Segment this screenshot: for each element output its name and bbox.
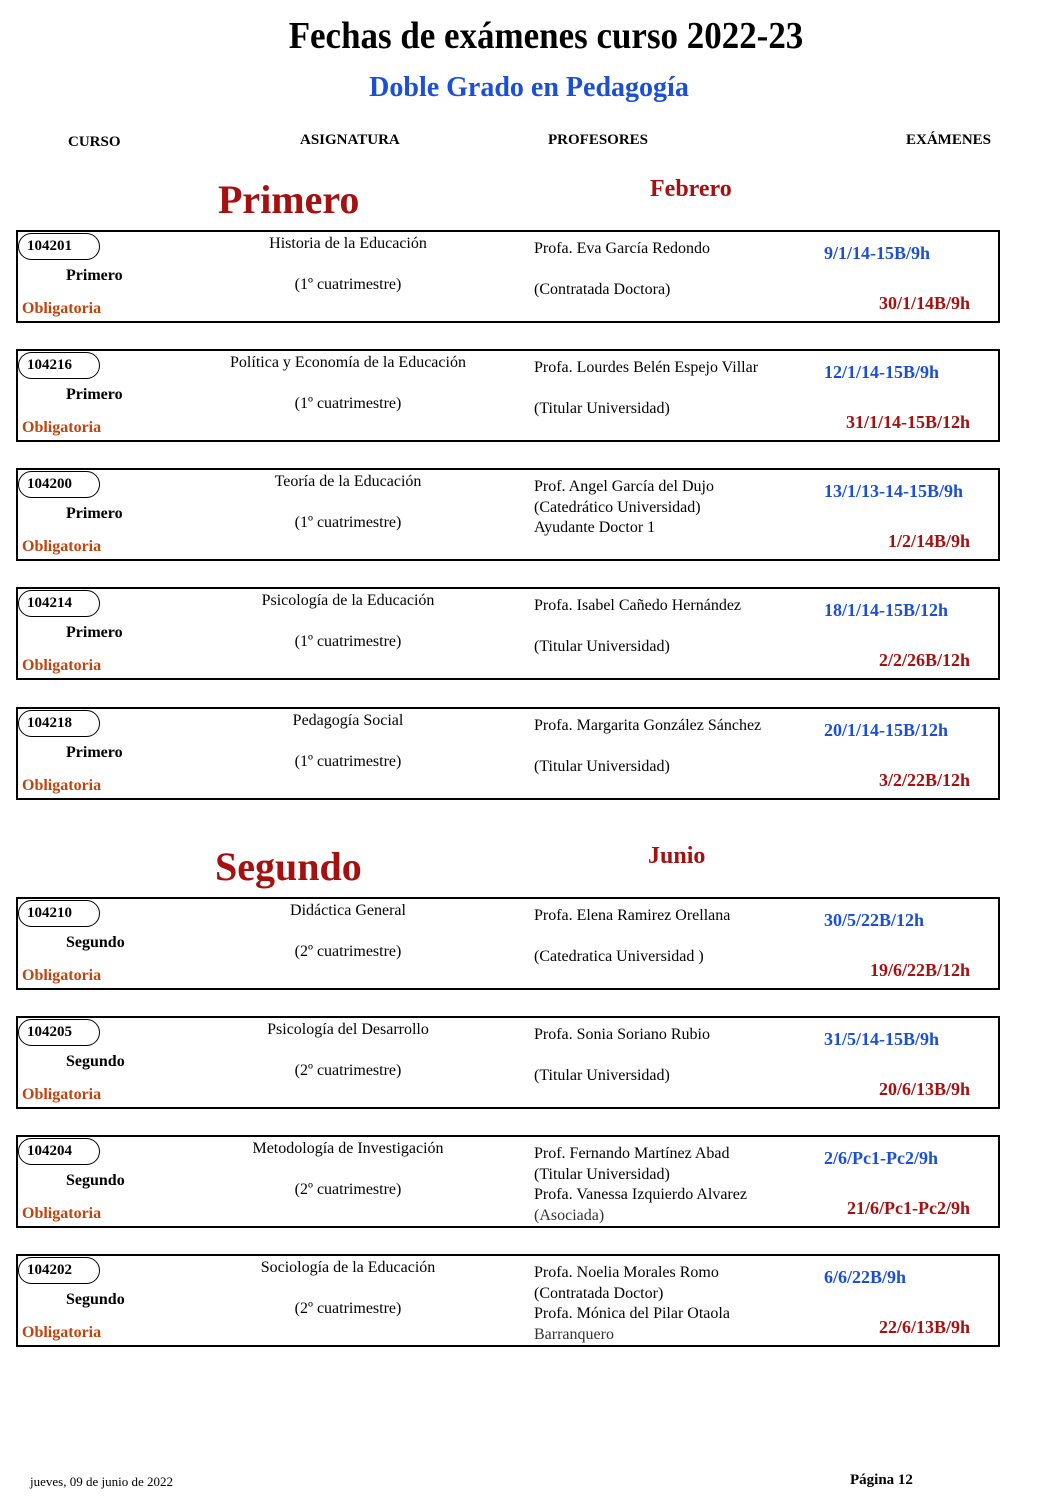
course-subject: Teoría de la Educación: [274, 473, 422, 490]
exam-date-first: 20/1/14-15B/12h: [824, 720, 949, 740]
professor-line: [534, 927, 730, 947]
professor-line: (Titular Universidad): [534, 1165, 670, 1183]
course-term: (2º cuatrimestre): [294, 943, 402, 960]
course-term: (2º cuatrimestre): [294, 1300, 402, 1317]
exam-date-second: 31/1/14-15B/12h: [845, 412, 970, 432]
exam-date-first: 13/1/13-14-15B/9h: [824, 481, 964, 501]
professor-line: (Titular Universidad): [534, 637, 670, 655]
course-professors: [534, 477, 714, 539]
course-type: Obligatoria: [22, 777, 102, 794]
professor-line: Profa. Lourdes Belén Espejo Villar: [534, 359, 759, 376]
course-type: Obligatoria: [22, 1205, 102, 1222]
page-title: Fechas de exámenes curso 2022-23: [288, 15, 804, 57]
course-year: Primero: [66, 624, 123, 641]
professor-line: Profa. Vanessa Izquierdo Alvarez: [534, 1186, 747, 1203]
course-term: (2º cuatrimestre): [294, 1062, 402, 1079]
professor-line: [534, 617, 741, 637]
course-subject: Psicología del Desarrollo: [267, 1021, 429, 1038]
professor-line: (Titular Universidad): [534, 1066, 670, 1084]
course-card: [16, 349, 1000, 442]
exam-date-first: 12/1/14-15B/9h: [824, 362, 940, 382]
exam-date-first: 2/6/Pc1-Pc2/9h: [824, 1148, 938, 1168]
course-year: Segundo: [66, 1053, 125, 1070]
exam-date-second: 21/6/Pc1-Pc2/9h: [847, 1198, 970, 1218]
professor-line: Barranquero: [534, 1325, 614, 1343]
column-header-curso: CURSO: [68, 134, 121, 150]
course-subject: Psicología de la Educación: [261, 592, 435, 609]
course-code: 104214: [18, 590, 100, 617]
professor-line: Prof. Fernando Martínez Abad: [534, 1145, 730, 1162]
exam-date-second: 22/6/13B/9h: [878, 1317, 970, 1337]
course-code: 104204: [18, 1138, 100, 1165]
course-card: [16, 1016, 1000, 1109]
course-subject: Política y Economía de la Educación: [230, 354, 466, 371]
course-card: [16, 707, 1000, 800]
course-code: 104216: [18, 352, 100, 379]
course-type: Obligatoria: [22, 1324, 102, 1341]
professor-line: Profa. Mónica del Pilar Otaola: [534, 1305, 730, 1322]
column-header-examenes: EXÁMENES: [906, 132, 992, 148]
course-year: Primero: [66, 744, 123, 761]
course-year: Primero: [66, 267, 123, 284]
professor-line: (Contratada Doctora): [534, 280, 671, 298]
section-title-segundo: Segundo: [215, 844, 362, 889]
professor-line: Profa. Sonia Soriano Rubio: [534, 1026, 710, 1043]
course-subject: Historia de la Educación: [269, 235, 427, 252]
professor-line: (Catedrático Universidad): [534, 498, 701, 516]
professor-line: [534, 379, 758, 399]
course-type: Obligatoria: [22, 538, 102, 555]
course-term: (1º cuatrimestre): [294, 395, 402, 412]
professor-line: (Titular Universidad): [534, 757, 670, 775]
professor-line: Profa. Noelia Morales Romo: [534, 1264, 719, 1281]
professor-line: (Titular Universidad): [534, 399, 670, 417]
professor-line: [534, 737, 761, 757]
professor-line: Profa. Margarita González Sánchez: [534, 717, 762, 734]
exam-date-second: 1/2/14B/9h: [887, 531, 970, 551]
course-year: Primero: [66, 386, 123, 403]
exam-date-first: 30/5/22B/12h: [824, 910, 925, 930]
professor-line: Ayudante Doctor 1: [534, 519, 656, 536]
course-card: [16, 468, 1000, 561]
course-code: 104205: [18, 1019, 100, 1046]
course-code: 104210: [18, 900, 100, 927]
course-code: 104200: [18, 471, 100, 498]
course-subject: Metodología de Investigación: [252, 1140, 444, 1157]
section-month-junio: Junio: [648, 843, 706, 869]
column-header-asignatura: ASIGNATURA: [300, 132, 400, 148]
course-term: (1º cuatrimestre): [294, 753, 402, 770]
exam-date-second: 30/1/14B/9h: [878, 293, 970, 313]
course-card: [16, 897, 1000, 990]
exam-date-second: 2/2/26B/12h: [878, 650, 970, 670]
section-month-febrero: Febrero: [650, 176, 732, 202]
course-card: [16, 230, 1000, 323]
exam-date-first: 18/1/14-15B/12h: [824, 600, 949, 620]
professor-line: (Asociada): [534, 1206, 605, 1224]
course-professors: [534, 596, 741, 657]
course-type: Obligatoria: [22, 419, 102, 436]
course-professors: [534, 1144, 747, 1226]
exam-date-second: 20/6/13B/9h: [878, 1079, 970, 1099]
footer-page-number: Página 12: [850, 1472, 913, 1488]
professor-line: [534, 260, 710, 280]
course-type: Obligatoria: [22, 967, 102, 984]
course-subject: Pedagogía Social: [292, 712, 404, 729]
professor-line: (Catedratica Universidad ): [534, 947, 704, 965]
course-term: (1º cuatrimestre): [294, 276, 402, 293]
footer-date: jueves, 09 de junio de 2022: [30, 1474, 173, 1489]
course-type: Obligatoria: [22, 300, 102, 317]
course-year: Segundo: [66, 934, 125, 951]
exam-date-second: 19/6/22B/12h: [869, 960, 970, 980]
course-year: Segundo: [66, 1172, 125, 1189]
course-type: Obligatoria: [22, 1086, 102, 1103]
course-term: (1º cuatrimestre): [294, 514, 402, 531]
course-professors: [534, 1025, 710, 1086]
page-subtitle: Doble Grado en Pedagogía: [369, 72, 689, 103]
professor-line: Profa. Isabel Cañedo Hernández: [534, 597, 742, 614]
column-header-profesores: PROFESORES: [548, 132, 649, 148]
professor-line: Profa. Eva García Redondo: [534, 240, 710, 257]
professor-line: (Contratada Doctor): [534, 1284, 664, 1302]
course-professors: [534, 239, 710, 300]
exam-date-first: 6/6/22B/9h: [824, 1267, 907, 1287]
professor-line: Prof. Angel García del Dujo: [534, 478, 714, 495]
course-card: [16, 587, 1000, 680]
exam-date-second: 3/2/22B/12h: [878, 770, 970, 790]
course-card: [16, 1135, 1000, 1228]
course-code: 104202: [18, 1257, 100, 1284]
course-card: [16, 1254, 1000, 1347]
exam-date-first: 9/1/14-15B/9h: [824, 243, 931, 263]
course-subject: Sociología de la Educación: [260, 1259, 436, 1276]
course-code: 104201: [18, 233, 100, 260]
course-term: (2º cuatrimestre): [294, 1181, 402, 1198]
professor-line: [534, 1046, 710, 1066]
course-code: 104218: [18, 710, 100, 737]
course-year: Segundo: [66, 1291, 125, 1308]
course-professors: [534, 906, 730, 967]
course-professors: [534, 358, 758, 419]
course-professors: [534, 716, 761, 777]
section-title-primero: Primero: [218, 177, 360, 222]
course-type: Obligatoria: [22, 657, 102, 674]
course-subject: Didáctica General: [290, 902, 406, 919]
professor-line: Profa. Elena Ramirez Orellana: [534, 907, 731, 924]
course-year: Primero: [66, 505, 123, 522]
exam-date-first: 31/5/14-15B/9h: [824, 1029, 940, 1049]
course-term: (1º cuatrimestre): [294, 633, 402, 650]
course-professors: [534, 1263, 730, 1345]
